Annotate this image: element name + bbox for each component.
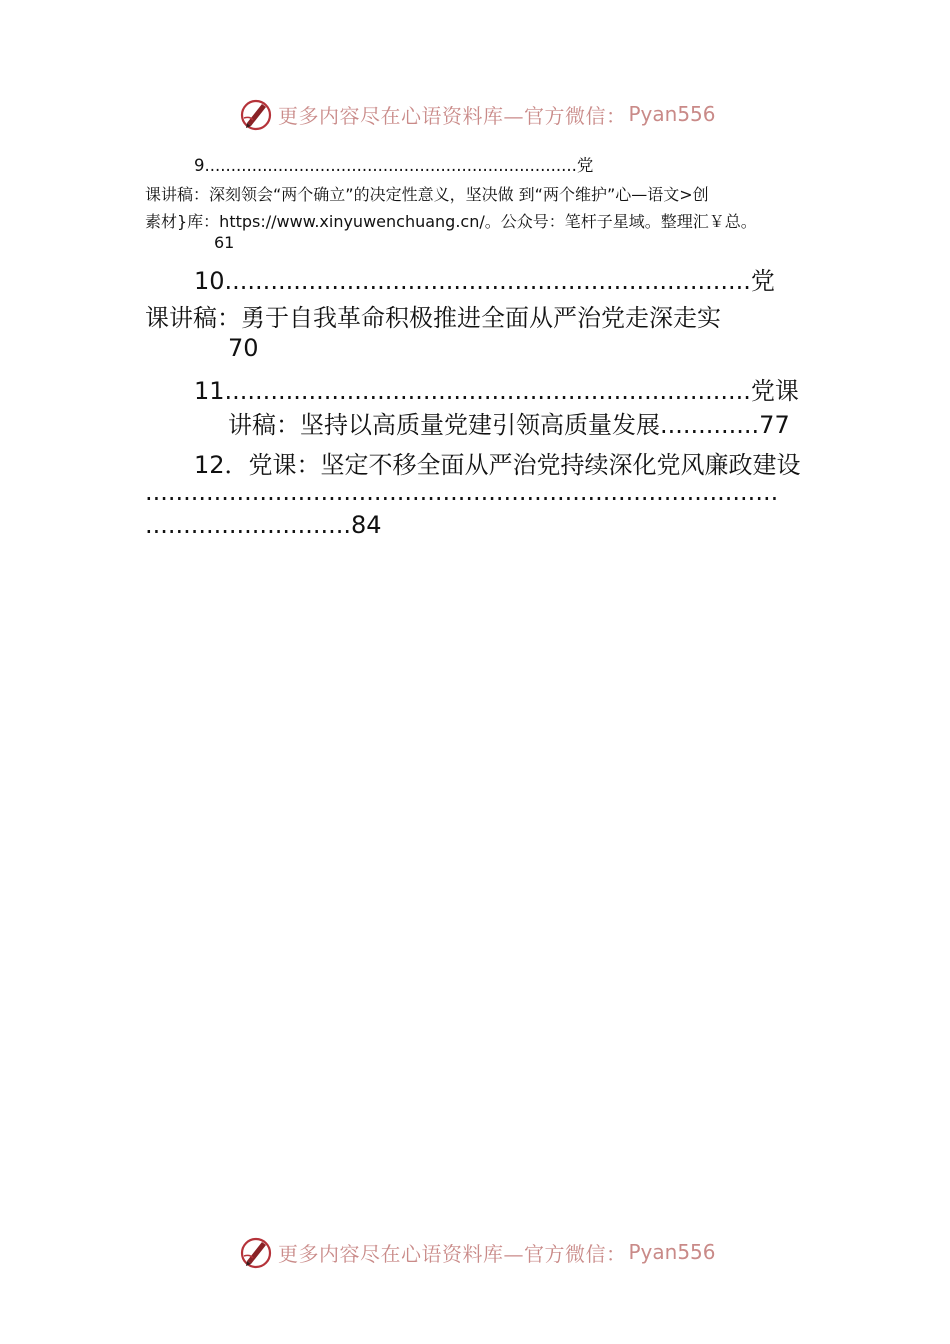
toc-item-9-line-1: 9.......................................................................党 [194, 156, 594, 175]
toc-item-10-line-2: 课讲稿：勇于自我革命积极推进全面从严治党走深走实 [145, 304, 721, 332]
pen-logo-icon [238, 96, 274, 132]
toc-item-9-line-3: 素材}库：https://www.xinyuwenchuang.cn/。公众号：笔杆子星域。整理汇￥总。 [145, 212, 757, 231]
header-wechat-handle: Pyan556 [628, 102, 716, 126]
toc-item-9-line-2: 课讲稿：深刻领会“两个确立”的决定性意义，坚决做 到“两个维护”心—语文>创 [145, 185, 709, 204]
toc-item-9-page: 61 [214, 233, 235, 252]
header-brand-text: 更多内容尽在心语资料库—官方微信： [278, 103, 627, 128]
toc-item-11-line-1: 11.....................................................................党课 [194, 377, 799, 405]
toc-item-12-line-2: ................................................................................... [145, 478, 779, 506]
footer-wechat-handle: Pyan556 [628, 1240, 716, 1264]
toc-item-12-line-3: ...........................84 [145, 511, 382, 539]
pen-logo-icon [238, 1234, 274, 1270]
footer-brand-text: 更多内容尽在心语资料库—官方微信： [278, 1241, 627, 1266]
footer-banner [238, 1232, 716, 1272]
header-banner [238, 94, 716, 134]
toc-item-10-page: 70 [228, 334, 259, 362]
toc-item-11-line-2: 讲稿：坚持以高质量党建引领高质量发展.............77 [228, 411, 790, 439]
toc-item-12-line-1: 12．党课：坚定不移全面从严治党持续深化党风廉政建设 [194, 451, 801, 479]
toc-item-10-line-1: 10.....................................................................党 [194, 267, 775, 295]
